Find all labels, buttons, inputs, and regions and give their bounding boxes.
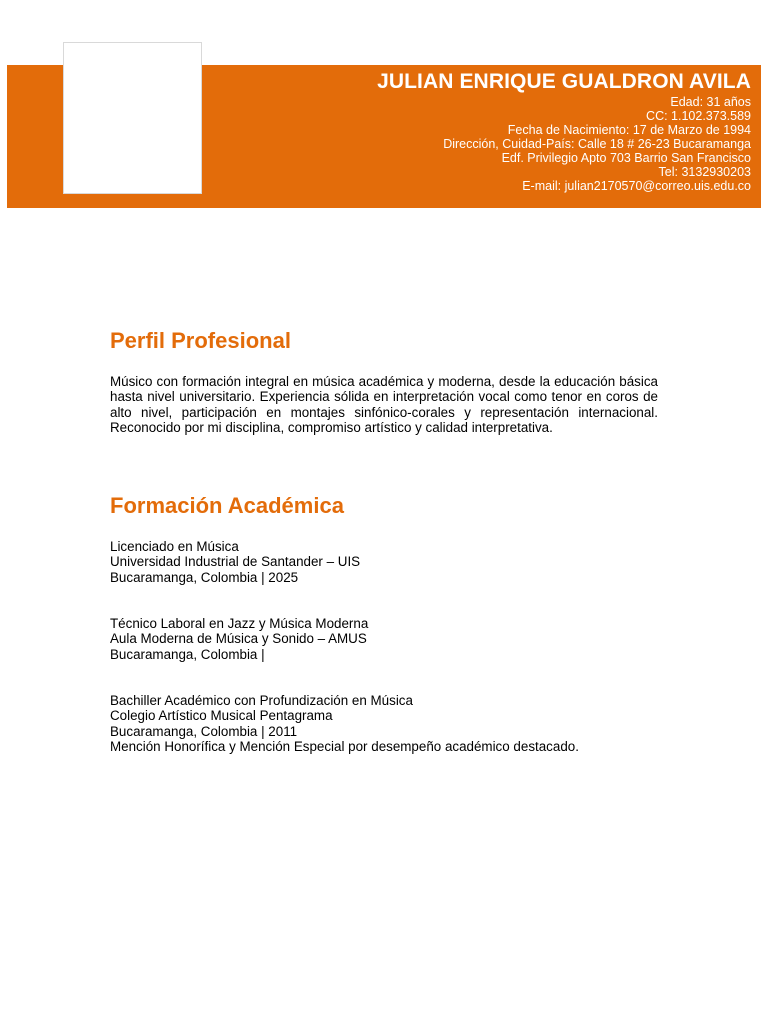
contact-address: Dirección, Cuidad-País: Calle 18 # 26-23 Bucaramanga — [443, 137, 751, 151]
contact-birthdate: Fecha de Nacimiento: 17 de Marzo de 1994 — [507, 123, 751, 137]
degree-title: Técnico Laboral en Jazz y Música Moderna — [110, 616, 369, 631]
contact-id: CC: 1.102.373.589 — [646, 109, 751, 123]
education-entry — [110, 693, 579, 754]
institution: Universidad Industrial de Santander – UIS — [110, 554, 361, 570]
institution: Colegio Artístico Musical Pentagrama — [110, 708, 333, 724]
location-year: Bucaramanga, Colombia | — [110, 646, 265, 662]
contact-phone: Tel: 3132930203 — [658, 165, 751, 179]
education-entry — [110, 616, 368, 662]
perfil-text: Músico con formación integral en música académica y moderna, desde la educación básica hasta nivel universitario. Experiencia sólida en interpretación vocal como tenor en coros de alto nivel, participación en montajes sinfónico-corales y representación internacional. Reconocido por mi disciplina, compromiso artístico y calidad interpretativa. — [110, 374, 658, 435]
degree-title: Licenciado en Música — [110, 539, 239, 554]
contact-email: E-mail: julian2170570@correo.uis.edu.co — [522, 179, 751, 193]
header-contact-block — [377, 69, 751, 193]
section-title-perfil: Perfil Profesional — [110, 328, 291, 353]
honors-note: Mención Honorífica y Mención Especial por desempeño académico destacado. — [110, 738, 579, 754]
degree-title: Bachiller Académico con Profundización en Música — [110, 693, 413, 708]
education-entry — [110, 539, 360, 585]
contact-building: Edf. Privilegio Apto 703 Barrio San Francisco — [501, 151, 751, 165]
location-year: Bucaramanga, Colombia | 2011 — [110, 723, 298, 739]
section-title-formacion: Formación Académica — [110, 493, 344, 518]
photo-placeholder — [63, 42, 202, 194]
location-year: Bucaramanga, Colombia | 2025 — [110, 569, 299, 585]
institution: Aula Moderna de Música y Sonido – AMUS — [110, 631, 367, 647]
contact-age: Edad: 31 años — [670, 95, 751, 109]
candidate-name: JULIAN ENRIQUE GUALDRON AVILA — [377, 70, 751, 93]
